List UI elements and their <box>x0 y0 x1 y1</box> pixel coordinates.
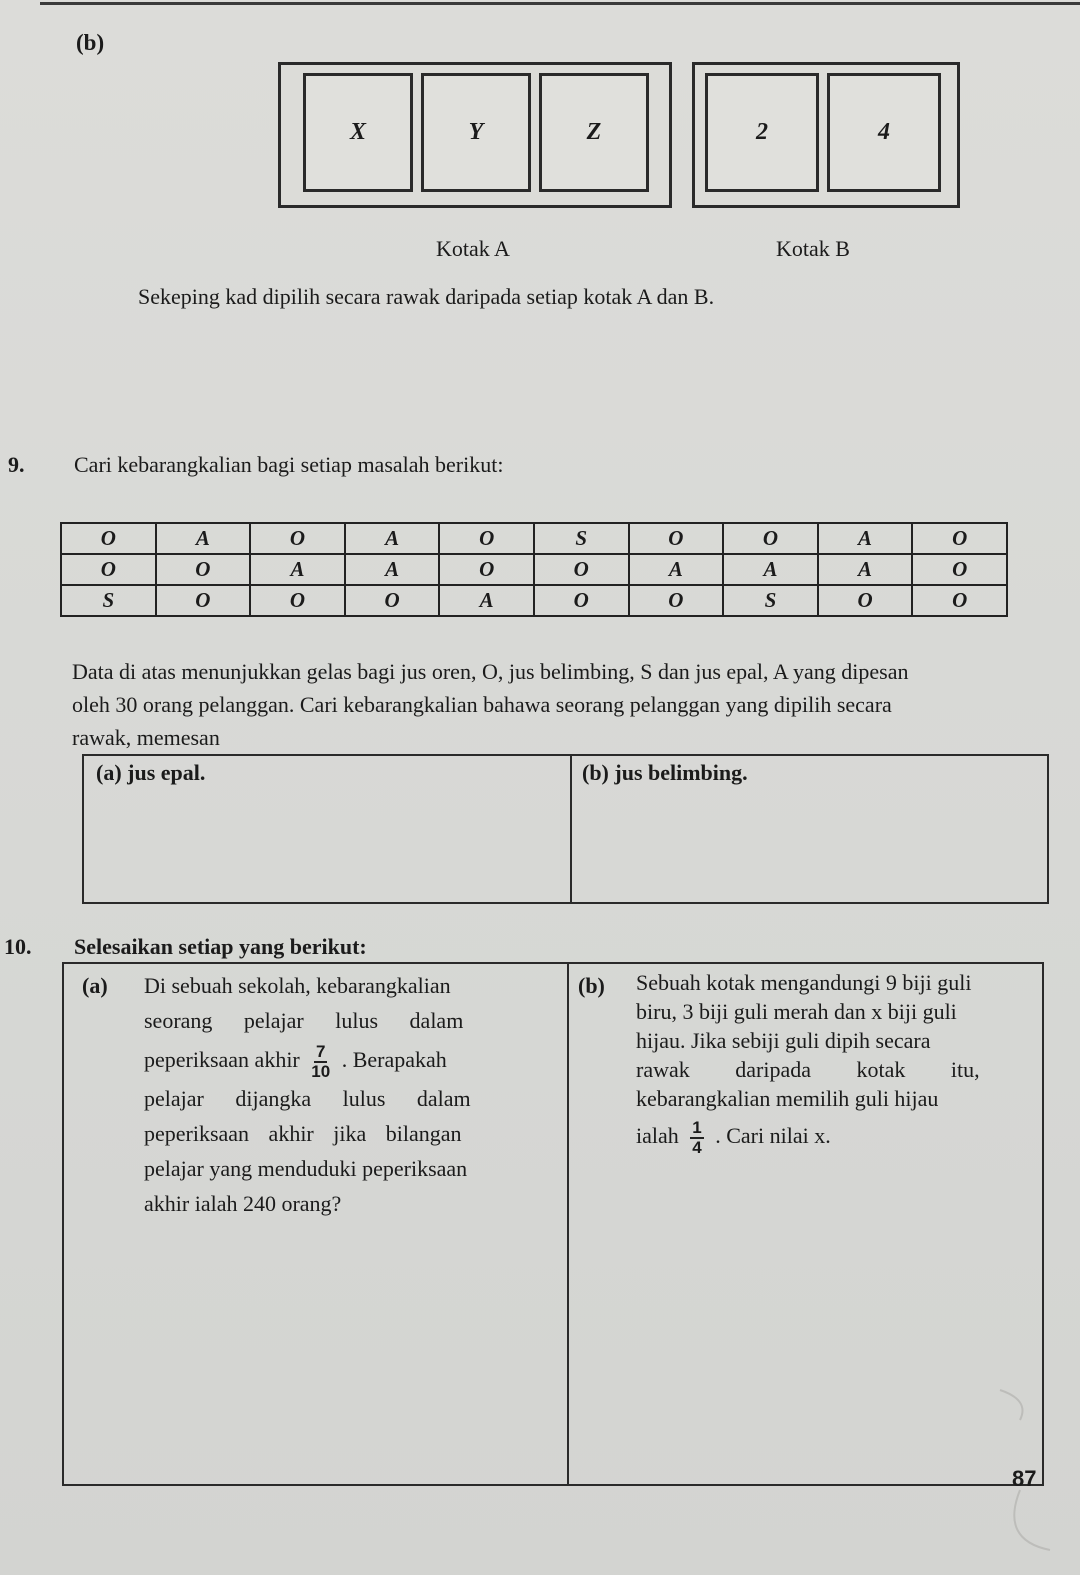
table-cell: O <box>912 523 1007 554</box>
q10a-fraction <box>311 1043 330 1081</box>
page-curl-decoration <box>960 1380 1060 1560</box>
table-cell: O <box>912 554 1007 585</box>
table-cell: O <box>439 523 534 554</box>
table-cell: A <box>818 554 913 585</box>
q10b-line-6 <box>636 1119 1026 1157</box>
q10b-tag: (b) <box>578 973 605 998</box>
q9-grid-divider <box>570 756 572 902</box>
table-cell: O <box>534 585 629 616</box>
q10-grid-divider <box>567 964 569 1484</box>
q10a-tag: (a) <box>82 973 108 998</box>
q10b-body <box>578 968 1026 1157</box>
q9-part-b: (b) jus belimbing. <box>582 760 748 785</box>
card-statement: Sekeping kad dipilih secara rawak daripada setiap kotak A dan B. <box>138 284 715 309</box>
q10a-line-3 <box>144 1042 542 1081</box>
table-row <box>61 554 1007 585</box>
q10b-line-6-post: . Cari nilai x. <box>715 1123 831 1149</box>
q9-part-a: (a) jus epal. <box>96 760 206 785</box>
box-b <box>692 62 960 208</box>
table-cell: S <box>61 585 156 616</box>
table-cell: O <box>61 554 156 585</box>
table-cell: O <box>250 523 345 554</box>
table-cell: O <box>345 585 440 616</box>
q10b-line-3: hijau. Jika sebiji guli dipih secara <box>636 1028 931 1053</box>
table-cell: O <box>818 585 913 616</box>
q10-part-b <box>578 968 1026 1157</box>
card-x: X <box>303 73 413 192</box>
q10b-line-4: rawak daripada kotak itu, <box>636 1057 980 1082</box>
q10a-line-7: akhir ialah 240 orang? <box>144 1190 342 1216</box>
q10b-fraction <box>690 1119 703 1157</box>
q10-instruction: Selesaikan setiap yang berikut: <box>74 934 367 959</box>
table-cell: A <box>818 523 913 554</box>
table-cell: A <box>723 554 818 585</box>
q10a-frac-num: 7 <box>315 1041 326 1061</box>
box-a <box>278 62 672 208</box>
q10b-line-6-pre: ialah <box>636 1123 679 1149</box>
table-cell: A <box>345 523 440 554</box>
table-cell: O <box>534 554 629 585</box>
q9-paragraph-line-2: oleh 30 orang pelanggan. Cari kebarangkalian bahawa seorang pelanggan yang dipilih secara <box>72 692 892 717</box>
table-cell: O <box>61 523 156 554</box>
q10b-frac-num: 1 <box>692 1118 702 1137</box>
q10b-line-5: kebarangkalian memilih guli hijau <box>636 1086 939 1111</box>
table-cell: S <box>723 585 818 616</box>
q10b-line-1: Sebuah kotak mengandungi 9 biji guli <box>636 970 972 995</box>
q10-number: 10. <box>4 934 32 959</box>
q10a-line-5: peperiksaan akhir jika bilangan <box>144 1120 462 1146</box>
q10a-line-2: seorang pelajar lulus dalam <box>144 1008 464 1033</box>
q10a-frac-den: 10 <box>311 1061 331 1081</box>
table-cell: A <box>156 523 251 554</box>
table-cell: O <box>156 554 251 585</box>
card-4: 4 <box>827 73 941 192</box>
table-cell: O <box>629 523 724 554</box>
q10a-body <box>82 968 542 1003</box>
box-b-caption: Kotak B <box>776 236 850 261</box>
q9-paragraph-line-3: rawak, memesan <box>72 725 220 750</box>
q10a-line-2-wrap <box>144 1003 542 1038</box>
q9-instruction: Cari kebarangkalian bagi setiap masalah berikut: <box>74 452 504 477</box>
card-z: Z <box>539 73 649 192</box>
table-cell: O <box>629 585 724 616</box>
card-2: 2 <box>705 73 819 192</box>
table-cell: O <box>912 585 1007 616</box>
card-y: Y <box>421 73 531 192</box>
juice-data-table <box>60 522 1008 617</box>
q9-paragraph <box>72 655 1057 754</box>
q10a-line-4: pelajar dijangka lulus dalam <box>144 1085 471 1111</box>
q10b-frac-den: 4 <box>692 1138 702 1157</box>
table-cell: O <box>439 554 534 585</box>
top-rule <box>40 2 1080 5</box>
table-cell: A <box>629 554 724 585</box>
section-label: (b) <box>76 30 105 55</box>
q9-paragraph-line-1: Data di atas menunjukkan gelas bagi jus oren, O, jus belimbing, S dan jus epal, A yang dipesan <box>72 659 909 684</box>
table-cell: O <box>250 585 345 616</box>
q10a-line-3-pre: peperiksaan akhir <box>144 1047 300 1072</box>
table-cell: A <box>439 585 534 616</box>
table-cell: O <box>723 523 818 554</box>
table-cell: S <box>534 523 629 554</box>
table-cell: A <box>345 554 440 585</box>
q10-part-a <box>82 968 542 1221</box>
page-number: 87 <box>1012 1466 1037 1491</box>
table-cell: A <box>250 554 345 585</box>
q9-number: 9. <box>8 452 25 477</box>
q10-answer-grid <box>62 962 1044 1486</box>
q10a-line-6: pelajar yang menduduki peperiksaan <box>144 1155 468 1181</box>
q10a-line-3-post: . Berapakah <box>341 1047 447 1072</box>
q10b-line-2: biru, 3 biji guli merah dan x biji guli <box>636 999 957 1024</box>
q9-answer-grid <box>82 754 1049 904</box>
box-a-caption: Kotak A <box>436 236 510 261</box>
table-row <box>61 585 1007 616</box>
q10a-body-rest <box>82 1003 542 1221</box>
table-row <box>61 523 1007 554</box>
q10a-line-1: Di sebuah sekolah, kebarangkalian <box>144 973 451 998</box>
table-cell: O <box>156 585 251 616</box>
